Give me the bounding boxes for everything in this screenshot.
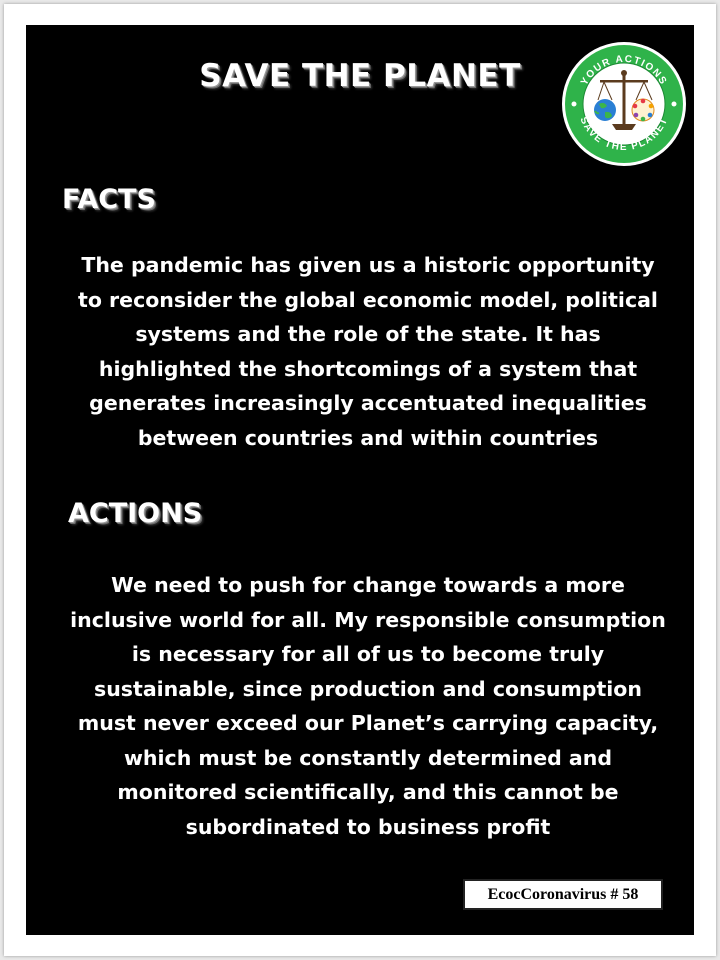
actions-line: which must be constantly determined and — [123, 745, 613, 770]
page-title: SAVE THE PLANET — [199, 58, 521, 94]
leaf-icon-left — [572, 102, 577, 107]
actions-line: sustainable, since production and consumption — [94, 676, 642, 701]
facts-line: generates increasingly accentuated inequalities — [89, 391, 647, 415]
your-actions-logo — [560, 40, 688, 168]
actions-line: We need to push for change towards a more — [111, 573, 625, 597]
logo-bottom-text: SAVE THE PLANET — [577, 115, 671, 154]
facts-line: systems and the role of the state. It has — [135, 322, 601, 346]
facts-heading: FACTS — [62, 184, 156, 215]
actions-line: monitored scientifically, and this cannot be — [117, 780, 619, 804]
facts-line: The pandemic has given us a historic opportunity — [81, 253, 655, 277]
facts-line: between countries and within countries — [137, 425, 599, 450]
hashtag-label: EcocCoronavirus # 58 — [463, 879, 663, 910]
facts-paragraph — [46, 248, 690, 455]
people-circle-icon — [632, 99, 654, 122]
actions-line: must never exceed our Planet’s carrying capacity, — [77, 711, 659, 735]
facts-line: to reconsider the global economic model, political — [78, 287, 658, 312]
facts-line: highlighted the shortcomings of a system that — [98, 356, 638, 381]
actions-line: is necessary for all of us to become truly — [131, 642, 605, 666]
actions-paragraph — [36, 568, 700, 844]
actions-line: inclusive world for all. My responsible consumption — [70, 607, 666, 632]
logo-top-text: YOUR ACTIONS — [579, 53, 669, 88]
leaf-icon-right — [672, 102, 677, 107]
actions-line: subordinated to business profit — [185, 814, 551, 839]
actions-heading: ACTIONS — [68, 498, 203, 529]
globe-icon — [594, 99, 616, 121]
